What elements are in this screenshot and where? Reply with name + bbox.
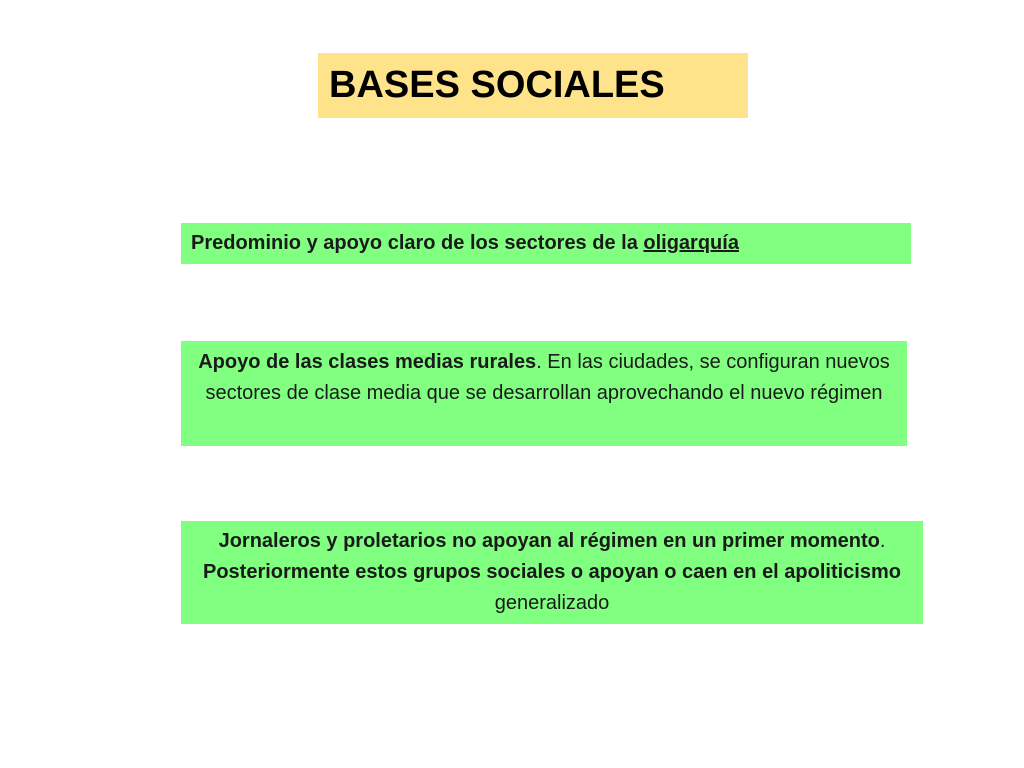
workers-tail-text: generalizado <box>494 592 610 614</box>
middle-class-heading: Apoyo de las clases medias rurales <box>198 351 537 373</box>
workers-separator: . <box>879 530 886 552</box>
middle-class-text: . En las ciudades, se configuran nuevos sectores de clase media que se desarrollan aprovechando el nuevo régimen <box>205 351 890 404</box>
oligarchy-support-box <box>181 223 911 264</box>
oligarchy-term: oligarquía <box>643 232 739 254</box>
workers-later-text: Posteriormente estos grupos sociales o apoyan o caen en el apoliticismo <box>203 561 901 583</box>
title-box <box>318 53 748 118</box>
middle-class-support-box <box>181 341 907 446</box>
workers-heading: Jornaleros y proletarios no apoyan al régimen en un primer momento <box>218 530 880 552</box>
workers-support-box <box>181 521 923 624</box>
slide-title: BASES SOCIALES <box>329 64 665 106</box>
oligarchy-support-text: Predominio y apoyo claro de los sectores de la <box>191 232 644 254</box>
